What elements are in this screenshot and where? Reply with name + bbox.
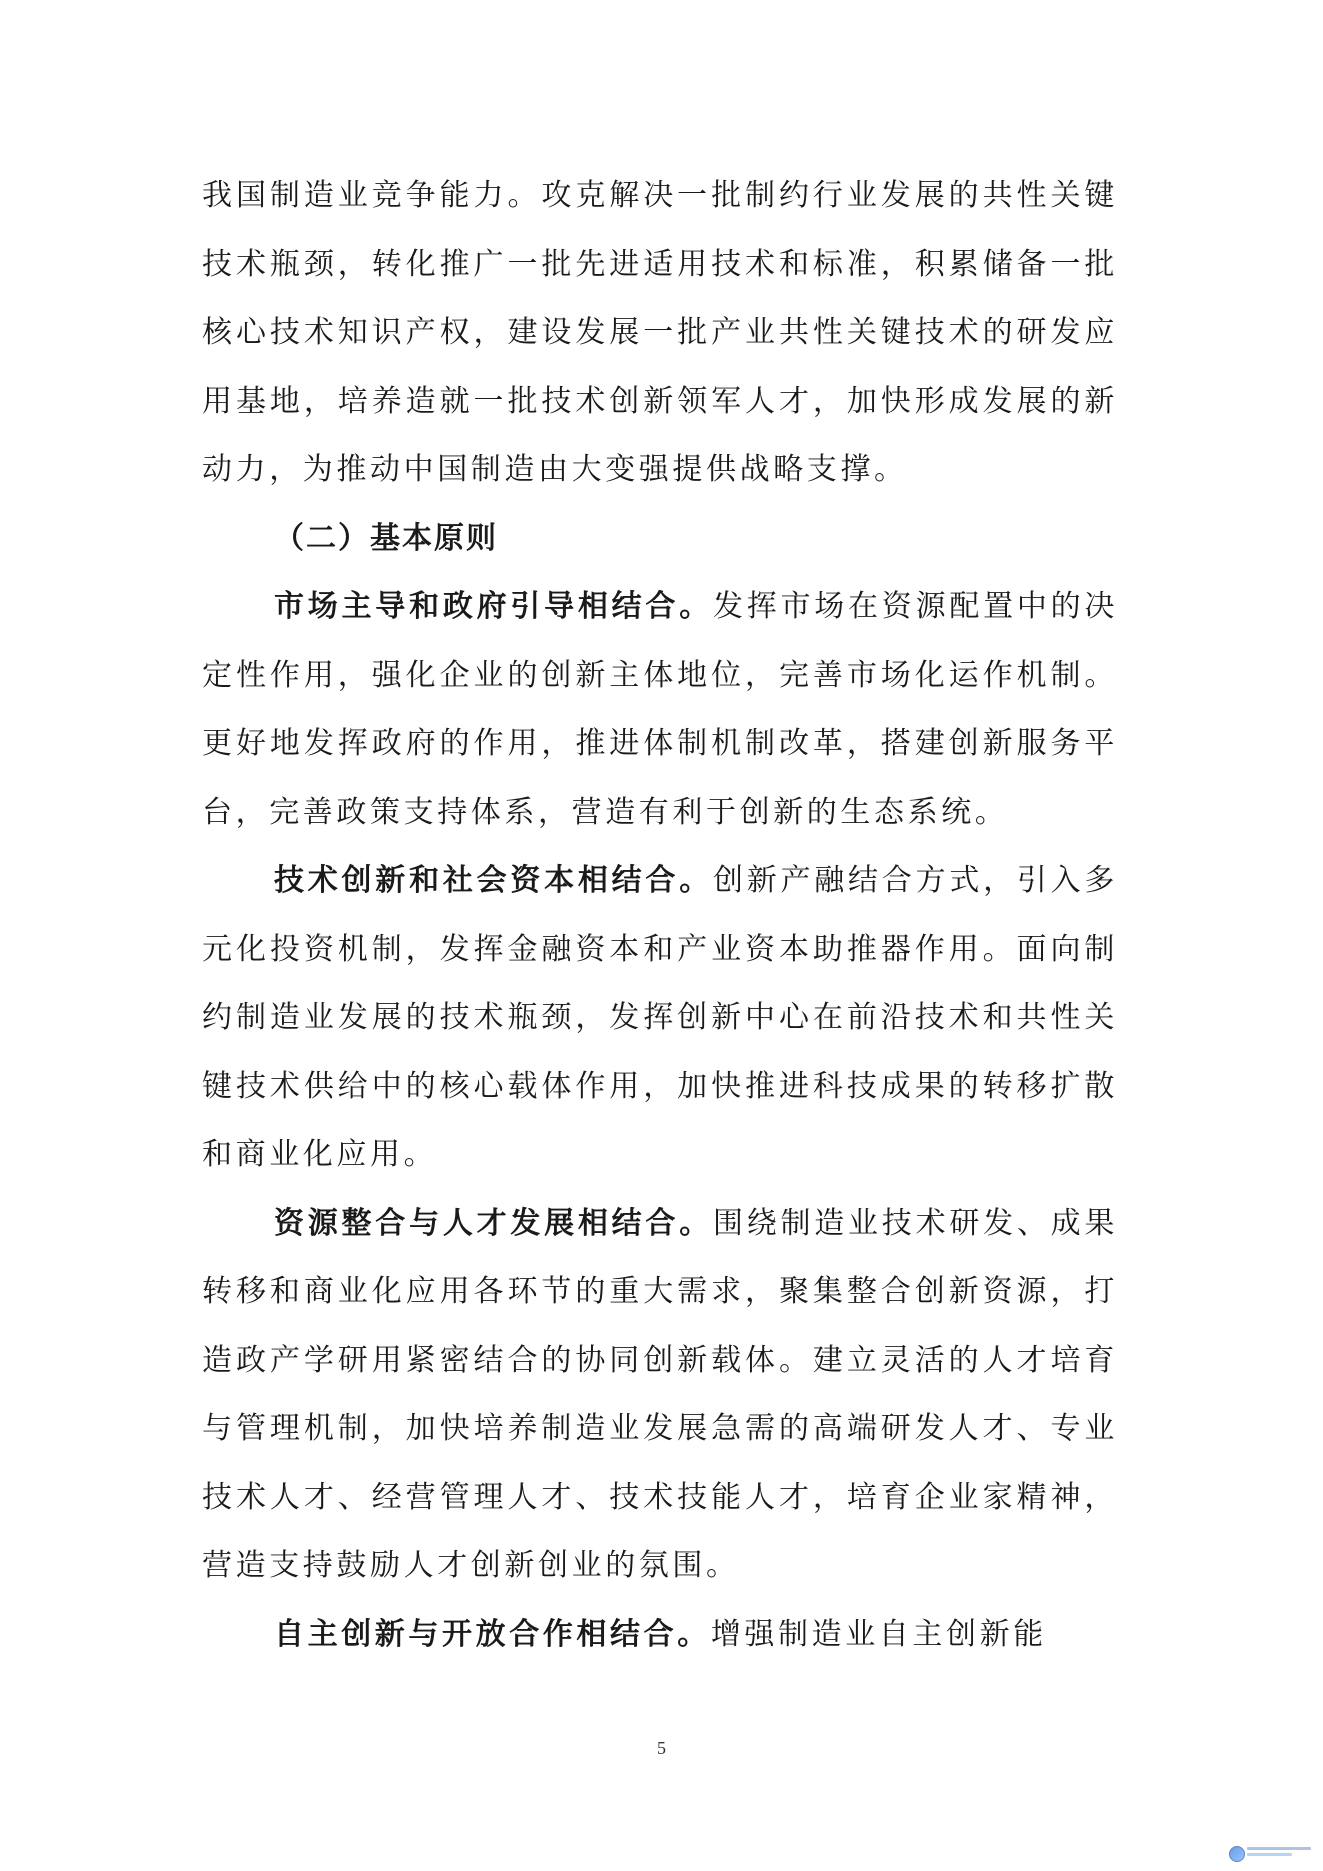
principle-lead-4: 自主创新与开放合作相结合。 [274,1616,711,1652]
intro-paragraph: 我国制造业竞争能力。攻克解决一批制约行业发展的共性关键技术瓶颈，转化推广一批先进适用技术和标准，积累储备一批核心技术知识产权，建设发展一批产业共性关键技术的研发应用基地，培养造就一批技术创新领军人才，加快形成发展的新动力，为推动中国制造由大变强提供战略支撑。 [202,178,1118,487]
principle-lead-3: 资源整合与人才发展相结合。 [274,1205,713,1241]
document-body [202,162,1118,1669]
watermark-text-lines [1247,1847,1311,1861]
principle-text-4: 增强制造业自主创新能 [710,1616,1047,1652]
watermark-logo-icon [1229,1846,1245,1862]
principle-text-2: 创新产融结合方式，引入多元化投资机制，发挥金融资本和产业资本助推器作用。面向制约制造业发展的技术瓶颈，发挥创新中心在前沿技术和共性关键技术供给中的核心载体作用，加快推进科技成果的转移扩散和商业化应用。 [202,863,1118,1172]
principle-lead-2: 技术创新和社会资本相结合。 [274,863,713,898]
watermark [1229,1843,1313,1865]
principle-paragraph-1 [202,573,1118,847]
principle-text-3: 围绕制造业技术研发、成果转移和商业化应用各环节的重大需求，聚集整合创新资源，打造政产学研用紧密结合的协同创新载体。建立灵活的人才培育与管理机制，加快培养制造业发展急需的高端研发人才、专业技术人才、经营管理人才、技术技能人才，培育企业家精神，营造支持鼓励人才创新创业的氛围。 [202,1205,1118,1583]
principle-paragraph-2 [202,847,1118,1190]
principle-paragraph-3 [202,1190,1118,1601]
principle-paragraph-4 [202,1601,1118,1670]
principle-text-1: 发挥市场在资源配置中的决定性作用，强化企业的创新主体地位，完善市场化运作机制。更好地发挥政府的作用，推进体制机制改革，搭建创新服务平台，完善政策支持体系，营造有利于创新的生态系统。 [202,589,1118,830]
principle-lead-1: 市场主导和政府引导相结合。 [274,589,713,624]
section-heading: （二）基本原则 [274,520,498,556]
page-number: 5 [657,1738,666,1758]
